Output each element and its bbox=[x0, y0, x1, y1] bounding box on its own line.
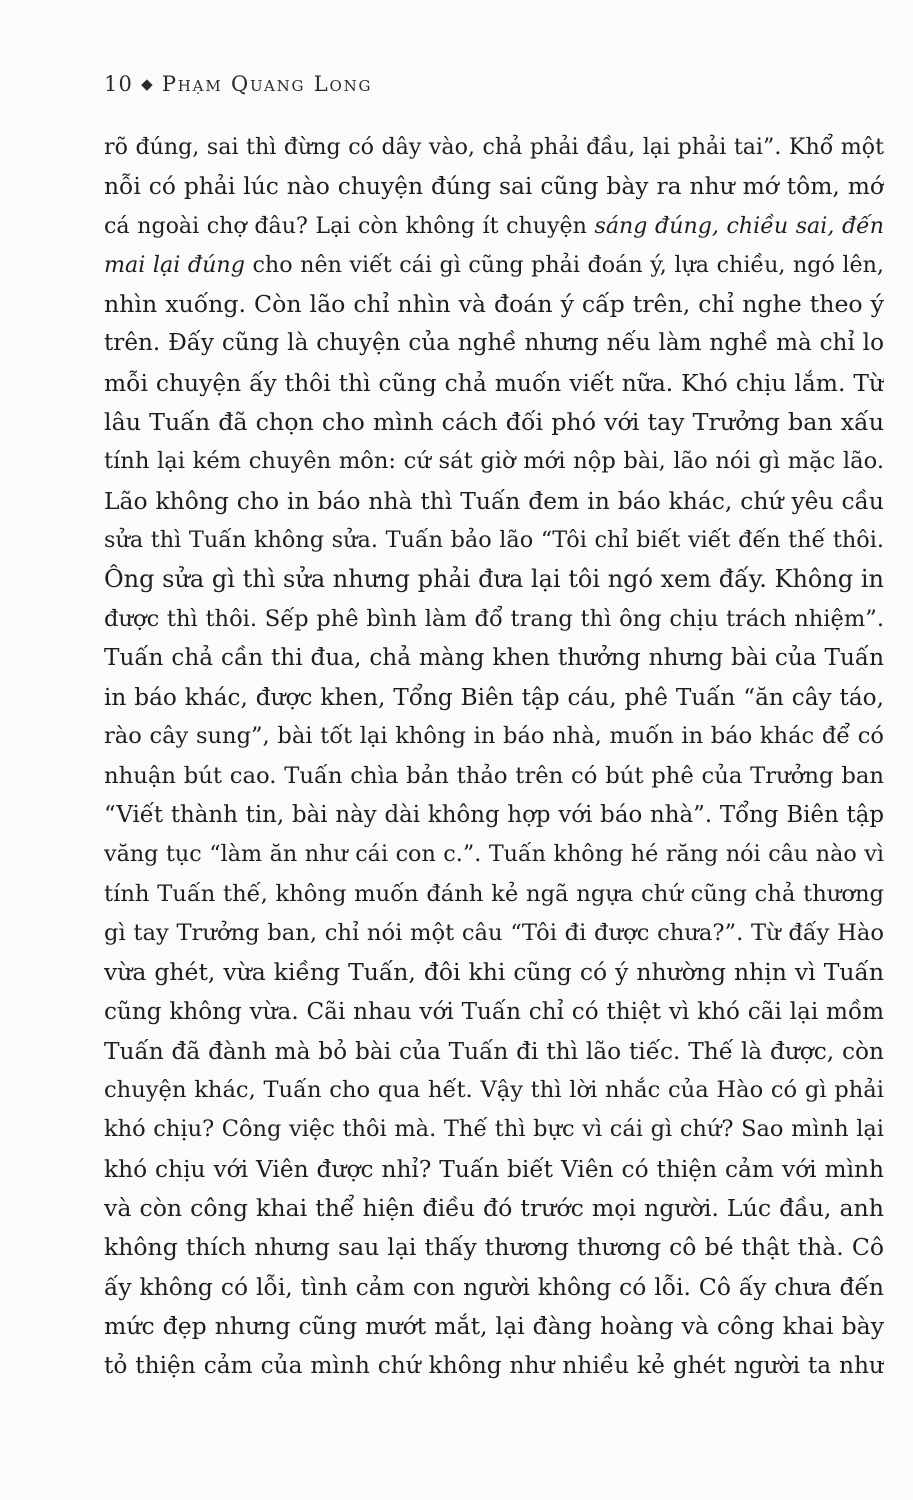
text-line: Ông sửa gì thì sửa nhưng phải đưa lại tôi ngó xem đấy. Không in bbox=[104, 565, 884, 594]
text-line: chuyện khác, Tuấn cho qua hết. Vậy thì lời nhắc của Hào có gì phải bbox=[104, 1077, 884, 1104]
text-line: nhuận bút cao. Tuấn chìa bản thảo trên có bút phê của Trưởng ban bbox=[104, 762, 884, 789]
text-line: ấy không có lỗi, tình cảm con người không có lỗi. Cô ấy chưa đến bbox=[104, 1272, 884, 1301]
italic-text: sáng đúng, chiều sai, đến bbox=[594, 212, 884, 239]
text-line: nỗi có phải lúc nào chuyện đúng sai cũng bày ra như mớ tôm, mớ bbox=[104, 172, 884, 201]
text-line: nhìn xuống. Còn lão chỉ nhìn và đoán ý cấp trên, chỉ nghe theo ý bbox=[104, 290, 884, 319]
text-line: khó chịu? Công việc thôi mà. Thế thì bực vì cái gì chứ? Sao mình lại bbox=[104, 1116, 884, 1143]
text-line: in báo khác, được khen, Tổng Biên tập cáu, phê Tuấn “ăn cây táo, bbox=[104, 684, 884, 712]
text-line: sửa thì Tuấn không sửa. Tuấn bảo lão “Tôi chỉ biết viết đến thế thôi. bbox=[104, 526, 884, 553]
text-line: không thích nhưng sau lại thấy thương thương cô bé thật thà. Cô bbox=[104, 1233, 884, 1262]
text-line: trên. Đấy cũng là chuyện của nghề nhưng nếu làm nghề mà chỉ lo bbox=[104, 330, 884, 357]
text-line: cũng không vừa. Cãi nhau với Tuấn chỉ có thiệt vì khó cãi lại mồm bbox=[104, 998, 884, 1025]
text-line: Tuấn đã đành mà bỏ bài của Tuấn đi thì lão tiếc. Thế là được, còn bbox=[104, 1037, 884, 1065]
diamond-separator-icon: ◆ bbox=[141, 75, 154, 93]
text-line: mức đẹp nhưng cũng mướt mắt, lại đàng hoàng và công khai bày bbox=[104, 1311, 884, 1340]
text-line: tính Tuấn thế, không muốn đánh kẻ ngã ngựa chứ cũng chả thương bbox=[104, 880, 884, 907]
text-line: được thì thôi. Sếp phê bình làm đổ trang thì ông chịu trách nhiệm”. bbox=[104, 605, 884, 632]
text-line: khó chịu với Viên được nhỉ? Tuấn biết Viên có thiện cảm với mình bbox=[104, 1155, 884, 1183]
running-header bbox=[104, 72, 372, 96]
text-line bbox=[104, 246, 884, 285]
text-line bbox=[104, 207, 884, 246]
text-segment: cho nên viết cái gì cũng phải đoán ý, lựa chiều, ngó lên, bbox=[244, 251, 884, 278]
page-number: 10 bbox=[104, 72, 134, 96]
text-line: “Viết thành tin, bài này dài không hợp với báo nhà”. Tổng Biên tập bbox=[104, 802, 884, 829]
text-line: mỗi chuyện ấy thôi thì cũng chả muốn viết nữa. Khó chịu lắm. Từ bbox=[104, 368, 884, 397]
text-line: tính lại kém chuyên môn: cứ sát giờ mới nộp bài, lão nói gì mặc lão. bbox=[104, 448, 884, 475]
text-line: rào cây sung”, bài tốt lại không in báo nhà, muốn in báo khác để có bbox=[104, 723, 884, 750]
text-line: Tuấn chả cần thi đua, chả màng khen thưởng nhưng bài của Tuấn bbox=[104, 644, 884, 671]
author-name: Phạm Quang Long bbox=[161, 72, 373, 96]
text-line: và còn công khai thể hiện điều đó trước mọi người. Lúc đầu, anh bbox=[104, 1194, 884, 1223]
text-line: gì tay Trưởng ban, chỉ nói một câu “Tôi đi được chưa?”. Từ đấy Hào bbox=[104, 919, 884, 946]
text-line: vừa ghét, vừa kiềng Tuấn, đôi khi cũng có ý nhường nhịn vì Tuấn bbox=[104, 958, 884, 987]
text-line: rõ đúng, sai thì đừng có dây vào, chả phải đầu, lại phải tai”. Khổ một bbox=[104, 134, 884, 160]
body-text bbox=[104, 128, 884, 1386]
text-segment: cá ngoài chợ đâu? Lại còn không ít chuyện bbox=[104, 212, 595, 239]
text-line: Lão không cho in báo nhà thì Tuấn đem in báo khác, chứ yêu cầu bbox=[104, 486, 884, 515]
italic-text: mai lại đúng bbox=[104, 251, 245, 278]
text-line: văng tục “làm ăn như cái con c.”. Tuấn không hé răng nói câu nào vì bbox=[104, 841, 884, 868]
text-line: tỏ thiện cảm của mình chứ không như nhiều kẻ ghét người ta như bbox=[104, 1352, 884, 1380]
text-line: lâu Tuấn đã chọn cho mình cách đối phó với tay Trưởng ban xấu bbox=[104, 408, 884, 437]
